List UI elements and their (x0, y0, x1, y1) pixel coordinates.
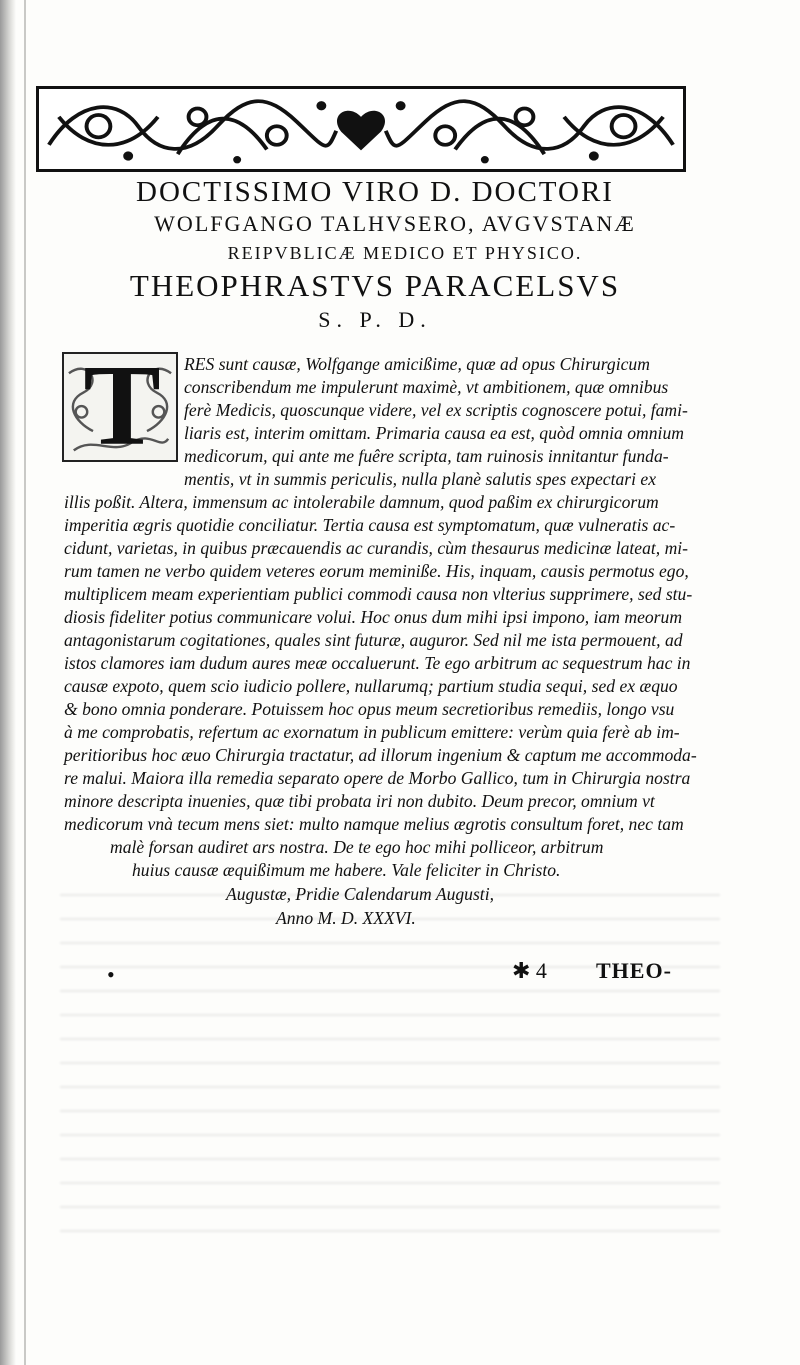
body-line: imperitia ægris quotidie conciliatur. Tertia causa est symptomatum, quæ vulneratis ac- (64, 515, 676, 535)
body-line: liaris est, interim omittam. Primaria causa ea est, quòd omnia omnium (184, 423, 684, 443)
body-line: peritioribus hoc æuo Chirurgia tractatur, ad illorum ingenium & captum me accommoda- (64, 745, 697, 765)
body-line: minore descripta inuenies, quæ tibi probata iri non dubito. Deum precor, omnium vt (64, 791, 655, 811)
body-line: & bono omnia ponderare. Potuissem hoc opus meum secretioribus remediis, longo vsu (64, 699, 675, 719)
heading-dedicatee-line1: DOCTISSIMO VIRO D. DOCTORI (136, 176, 614, 208)
headpiece-scroll-ornament (39, 89, 683, 169)
body-line: RES sunt causæ, Wolfgange amicißime, quæ ad opus Chirurgicum (184, 354, 650, 374)
body-line: mentis, vt in summis periculis, nulla planè salutis spes expectari ex (184, 469, 657, 489)
body-line: re malui. Maiora illa remedia separato opere de Morbo Gallico, tum in Chirurgia nostra (64, 768, 691, 788)
body-line: huius causæ æquißimum me habere. Vale feliciter in Christo. (132, 860, 561, 880)
decorated-initial (62, 352, 178, 462)
body-line: medicorum vnà tecum mens siet: multo namque melius ægrotis consultum foret, nec tam (64, 814, 684, 834)
ornamental-headpiece (36, 86, 686, 172)
body-line: multiplicem meam experientiam publici commodi causa non vlterius supprimere, sed stu- (64, 584, 693, 604)
body-line: antagonistarum cogitationes, quales sint futuræ, auguror. Sed nil me ista permouent, ad (64, 630, 683, 650)
heading-author: THEOPHRASTVS PARACELSVS (129, 268, 621, 303)
body-line: causæ expoto, quem scio iudicio pollere, nullarumq; partium studia sequi, sed ex æquo (64, 676, 678, 696)
signature-mark: ✱ 4 (512, 958, 547, 983)
body-line: rum tamen ne verbo quidem veteres eorum meminiße. His, inquam, causis permotus ego, (64, 561, 689, 581)
closing-date-line: Augustæ, Pridie Calendarum Augusti, (226, 884, 494, 904)
show-through-bleed (60, 880, 720, 1240)
body-line: illis poßit. Altera, immensum ac intolerabile damnum, quod paßim ex chirurgicorum (64, 492, 659, 512)
heading-dedicatee-line3: REIPVBLICÆ MEDICO ET PHYSICO. (227, 243, 583, 263)
body-line: malè forsan audiret ars nostra. De te ego hoc mihi polliceor, arbitrum (110, 837, 604, 857)
body-line: cidunt, varietas, in quibus præcauendis ac curandis, cùm thesaurus medicinæ lateat, mi- (64, 538, 689, 558)
heading-salutation: S. P. D. (318, 307, 432, 332)
catchword: THEO- (596, 958, 672, 983)
body-line: à me comprobatis, refertum ac exornatum in publicum emittere: verùm quia ferè ab im- (64, 722, 680, 742)
closing-year-line: Anno M. D. XXXVI. (276, 908, 416, 928)
body-line: medicorum, qui ante me fuêre scripta, tam ruinosis innitantur funda- (184, 446, 669, 466)
body-line: istos clamores iam dudum aures meæ occaluerunt. Te ego arbitrum ac sequestrum hac in (64, 653, 691, 673)
heading-dedicatee-line2: WOLFGANGO TALHVSERO, AVGVSTANÆ (154, 211, 636, 236)
body-line: conscribendum me impulerunt maximè, vt ambitionem, quæ omnibus (184, 377, 669, 397)
initial-letter: T (83, 352, 161, 462)
body-line: ferè Medicis, quoscunque videre, vel ex scriptis cognoscere potui, fami- (184, 400, 688, 420)
body-line: diosis fideliter potius communicare volui. Hoc onus dum mihi ipsi impono, iam meorum (64, 607, 683, 627)
footer-mark: • (107, 962, 115, 987)
